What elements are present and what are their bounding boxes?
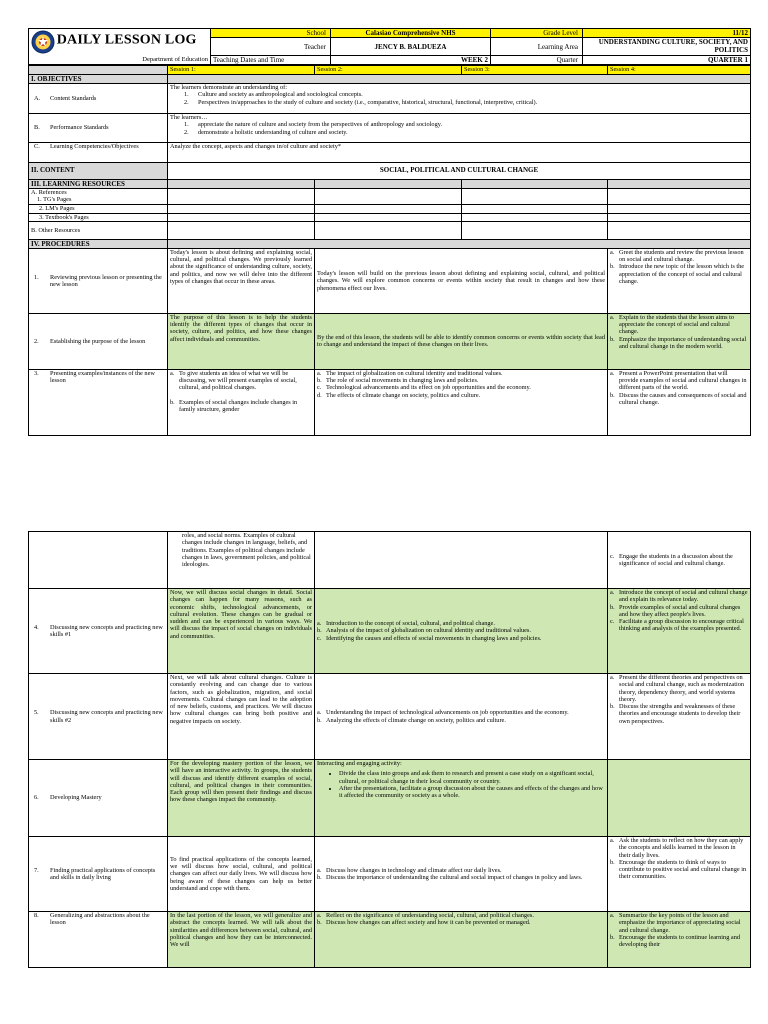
teacher-label: Teacher	[211, 38, 331, 56]
procedure-6-session-2: Interacting and engaging activity: • Divide the class into groups and ask them to research and present a case study on a significant social, cultural, or political change in their local community or country. • After the presentations, facilitate a group discussion about the causes and effects of the changes and how it affected the community or society as a whole.	[315, 760, 608, 837]
procedure-row-7	[29, 837, 751, 912]
procedure-3-session-4: a. Present a PowerPoint presentation that will provide examples of social and cultural changes in different parts of the world. b. Discuss the causes and consequences of social and cultural change.	[608, 369, 751, 435]
area-value: UNDERSTANDING CULTURE, SOCIETY, AND POLITICS	[583, 38, 751, 56]
session-3-header: Session 3:	[462, 66, 608, 75]
procedure-7-session-2: a. Discuss how changes in technology and climate affect our daily lives. b. Discuss the importance of understanding the cultural and social impact of changes in policy and laws.	[315, 837, 608, 912]
page-1	[28, 28, 750, 436]
other-resources-label: B. Other Resources	[29, 221, 168, 239]
procedure-3-session-2: a. The impact of globalization on cultural identity and traditional values. b. The role of social movements in changing laws and policies. c. Technological advancements and its effect on job opportunities and the economy. d. The effects of climate change on society, politics and culture.	[315, 369, 608, 435]
lesson-table-2	[28, 531, 751, 968]
performance-standards-label: B. Performance Standards	[29, 114, 168, 143]
procedure-8-session-1: In the last portion of the lesson, we will generalize and abstract the concepts learned. We will talk about the similarities and differences between social, cultural, and political changes and how they can be interconnected. We will	[168, 912, 315, 968]
quarter-label: Quarter	[491, 56, 583, 65]
procedure-row-3	[29, 369, 751, 435]
session-2-header: Session 2:	[315, 66, 462, 75]
competencies-label: C. Learning Competencies/Objectives	[29, 143, 168, 163]
lm-pages-label: 2. LM's Pages	[29, 204, 168, 213]
teacher-value: JENCY B. BALDUEZA	[331, 38, 491, 56]
procedure-6-session-1: For the developing mastery portion of the lesson, we will have an interactive activity. In groups, the students will discuss and identify different examples of social, cultural, and political changes in their communities. Each group will then present their findings and discuss how these changes impact the community.	[168, 760, 315, 837]
session-1-header: Session 1:	[168, 66, 315, 75]
department-name: Department of Education	[142, 55, 208, 63]
procedure-row-8	[29, 912, 751, 968]
area-label: Learning Area	[491, 38, 583, 56]
quarter-value: QUARTER 1	[583, 56, 751, 65]
procedures-heading: IV. PROCEDURES	[29, 239, 168, 248]
log-title: DAILY LESSON LOG	[56, 32, 197, 48]
week-value: WEEK 2	[331, 56, 491, 65]
procedure-2-session-4: a. Explain to the students that the lesson aims to appreciate the concept of social and cultural change. b. Emphasize the importance of understanding social and cultural change in the modern world.	[608, 313, 751, 369]
procedure-4-session-4: a. Introduce the concept of social and cultural change and explain its relevance today. b. Provide examples of social and cultural changes and how they affect people's lives. c. Facilitate a group discussion to encourage critical thinking and analysis of the examples presented.	[608, 589, 751, 674]
procedure-1-session-1: Today's lesson is about defining and explaining social, cultural, and political changes. We previously learned about the significance of understanding culture, society, and politics, and now we will delve into the different types of changes that occur in these areas.	[168, 248, 315, 313]
procedure-5-session-1: Next, we will talk about cultural changes. Culture is constantly evolving and can change due to various factors, such as globalization, migration, and social movements. Cultural changes can lead to the adoption of new beliefs, customs, and practices. We will discuss how cultural changes can bring both positive and negative impacts on society.	[168, 674, 315, 760]
procedure-1-session-2: Today's lesson will build on the previous lesson about defining and explaining social, cultural, and political changes. We will explore common concerns or events within society that result in changes and how these phenomena effect our lives.	[315, 248, 608, 313]
procedure-7-label: 7. Finding practical applications of concepts and skills in daily living	[29, 837, 168, 912]
page-2	[28, 531, 750, 968]
procedure-4-session-1: Now, we will discuss social changes in detail. Social changes can happen for many reasons, such as economic shifts, technological advancements, or cultural evolution. These changes can be gradual or sudden and can be experienced in various ways. We will discuss the impact of social changes on individuals and communities.	[168, 589, 315, 674]
lesson-table-1	[28, 65, 751, 436]
procedure-4-session-2: a. Introduction to the concept of social, cultural, and political change. b. Analysis of the impact of globalization on cultural identity and traditional values. c. Identifying the causes and effects of social movements in changing laws and policies.	[315, 589, 608, 674]
content-heading: II. CONTENT	[29, 163, 168, 180]
procedure-3-session-1: a. To give students an idea of what we will be discussing, we will present examples of social, cultural, and political changes. b. Examples of social changes include changes in family structure, gender	[168, 369, 315, 435]
content-standards: The learners demonstrate an understanding of: 1. Culture and society as anthropological and sociological concepts. 2. Perspectives in/approaches to the study of culture and society (i.e., comparative, historical, structural, functional, interpretive, critical).	[168, 84, 751, 114]
content-standards-label: A. Content Standards	[29, 84, 168, 114]
procedure-5-session-4: a. Present the different theories and perspectives on social and cultural change, such as modernization theory, dependency theory, and world systems theory. b. Discuss the strengths and weaknesses of these theories and encourage students to develop their own perspectives.	[608, 674, 751, 760]
dates-label: Teaching Dates and Time	[211, 56, 331, 65]
procedure-7-session-1: To find practical applications of the concepts learned, we will discuss how social, cultural, and political changes can affect our daily lives. We will discuss how being aware of these changes can help us better understand and cope with them.	[168, 837, 315, 912]
resources-heading: III. LEARNING RESOURCES	[29, 180, 168, 189]
header-table	[28, 28, 751, 65]
procedure-3-label: 3. Presenting examples/instances of the new lesson	[29, 369, 168, 435]
procedure-6-label: 6. Developing Mastery	[29, 760, 168, 837]
blank-corner	[29, 66, 168, 75]
procedure-row-3-continued	[29, 532, 751, 589]
session-4-header: Session 4:	[608, 66, 751, 75]
grade-value: 11/12	[583, 29, 751, 38]
procedure-3-continued-session-4: c. Engage the students in a discussion about the significance of social and cultural change.	[608, 532, 751, 589]
school-value: Calasiao Comprehensive NHS	[331, 29, 491, 38]
grade-label: Grade Level	[491, 29, 583, 38]
objectives-heading: I. OBJECTIVES	[29, 75, 168, 84]
procedure-row-5	[29, 674, 751, 760]
procedure-5-session-2: a. Understanding the impact of technological advancements on job opportunities and the economy. b. Analyzing the effects of climate change on society, politics and culture.	[315, 674, 608, 760]
procedure-4-label: 4. Discussing new concepts and practicing new skills #1	[29, 589, 168, 674]
procedure-row-6	[29, 760, 751, 837]
procedure-8-label: 8. Generalizing and abstractions about the lesson	[29, 912, 168, 968]
procedure-8-session-2: a. Reflect on the significance of understanding social, cultural, and political changes. b. Discuss how changes can affect society and how it can be prevented or managed.	[315, 912, 608, 968]
procedure-7-session-4: a. Ask the students to reflect on how they can apply the concepts and skills learned in the lesson in their daily lives. b. Encourage the students to think of ways to contribute to positive social and cultural change in their communities.	[608, 837, 751, 912]
header-logo-block	[29, 29, 211, 65]
procedure-3-continued-session-1: roles, and social norms. Examples of cultural changes include changes in language, beliefs, and traditions. Examples of political changes include changes in laws, government policies, and political ideologies.	[168, 532, 315, 589]
procedure-8-session-4: a. Summarize the key points of the lesson and emphasize the importance of appreciating social and cultural change. b. Encourage the students to continue learning and developing their	[608, 912, 751, 968]
procedure-1-label: 1. Reviewing previous lesson or presenting the new lesson	[29, 248, 168, 313]
procedure-5-label: 5. Discussing new concepts and practicing new skills #2	[29, 674, 168, 760]
procedure-1-session-4: a. Greet the students and review the previous lesson on social and cultural change. b. Introduce the new topic of the lesson which is the appreciation of the concept of social and cultural change.	[608, 248, 751, 313]
procedure-2-session-2: By the end of this lesson, the students will be able to identify common concerns or events within society that lead to change and understand the impact of these changes on their lives.	[315, 313, 608, 369]
procedure-2-session-1: The purpose of this lesson is to help the students identify the different types of changes that occur in society, culture, and politics, and how these changes affect individuals and communities.	[168, 313, 315, 369]
school-label: School	[211, 29, 331, 38]
performance-standards: The learners… 1. appreciate the nature of culture and society from the perspectives of anthropology and sociology. 2. demonstrate a holistic understanding of culture and society.	[168, 114, 751, 143]
deped-seal-icon	[31, 30, 55, 54]
procedure-row-1	[29, 248, 751, 313]
content-value: SOCIAL, POLITICAL AND CULTURAL CHANGE	[168, 163, 751, 180]
procedure-row-4	[29, 589, 751, 674]
references-label: A. References 1. TG's Pages	[29, 189, 168, 205]
textbook-pages-label: 3. Textbook's Pages	[29, 213, 168, 221]
procedure-2-label: 2. Establishing the purpose of the lesson	[29, 313, 168, 369]
procedure-row-2	[29, 313, 751, 369]
competencies-value: Analyze the concept, aspects and changes in/of culture and society*	[168, 143, 751, 163]
